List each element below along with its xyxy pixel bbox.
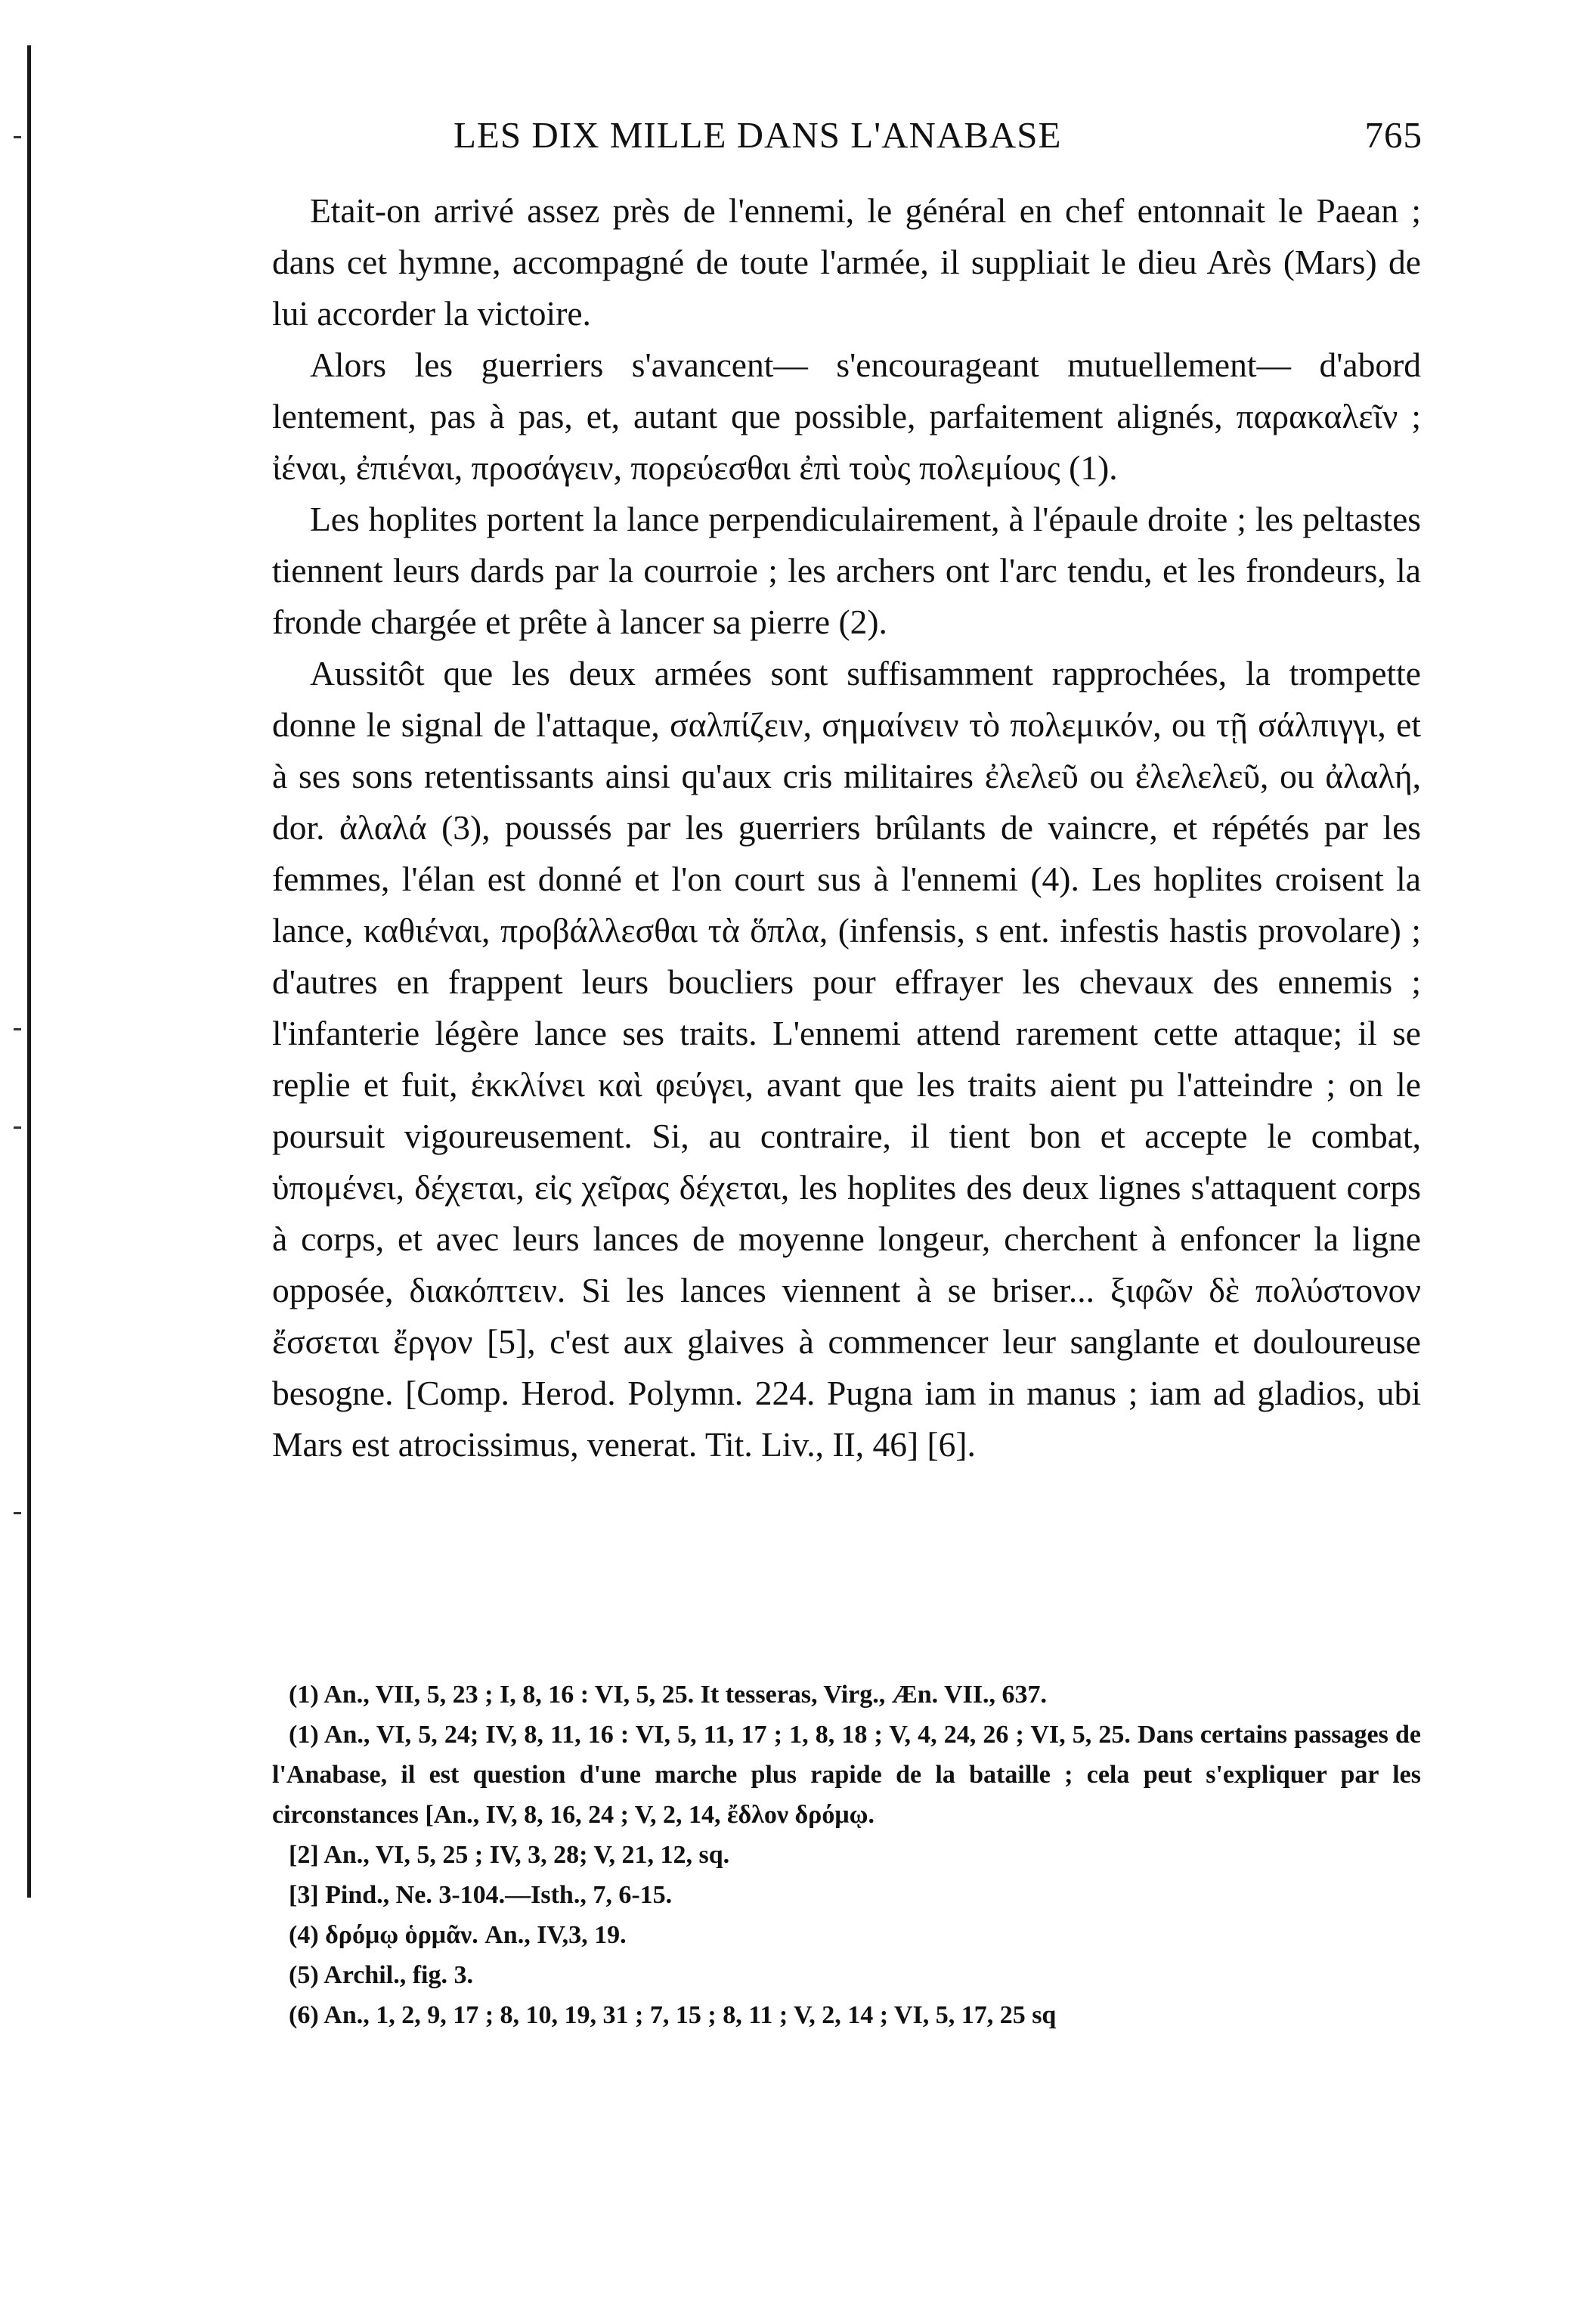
- paragraph: Les hoplites portent la lance perpendiculairement, à l'épaule droite ; les peltastes tiennent leurs dards par la courroie ; les archers ont l'arc tendu, et les frondeurs, la fronde chargée et prête à lancer sa pierre (2).: [272, 500, 1421, 641]
- binding-mark: [14, 1512, 21, 1514]
- page-number: 765: [1364, 114, 1422, 156]
- footnotes: [272, 1675, 1421, 2035]
- footnote: (5) Archil., fig. 3.: [289, 1961, 473, 1989]
- footnote: (4) δρόμῳ ὁρμᾶν. An., IV,3, 19.: [289, 1921, 627, 1949]
- paragraph: Alors les guerriers s'avancent— s'encourageant mutuellement— d'abord lentement, pas à pas, et, autant que possible, parfaitement alignés, παρακαλεῖν ; ἰέναι, ἐπιέναι, προσάγειν, πορεύεσθαι ἐπὶ τοὺς πολεμίους (1).: [272, 346, 1421, 487]
- paragraph: Etait-on arrivé assez près de l'ennemi, le général en chef entonnait le Paean ; dans cet hymne, accompagné de toute l'armée, il suppliait le dieu Arès (Mars) de lui accorder la victoire.: [272, 191, 1421, 333]
- binding-mark: [14, 1028, 21, 1030]
- footnote: (1) An., VII, 5, 23 ; I, 8, 16 : VI, 5, 25. It tesseras, Virg., Æn. VII., 637.: [289, 1681, 1048, 1709]
- body-text: [272, 185, 1421, 1470]
- footnote: (6) An., 1, 2, 9, 17 ; 8, 10, 19, 31 ; 7, 15 ; 8, 11 ; V, 2, 14 ; VI, 5, 17, 25 sq: [289, 2001, 1057, 2029]
- footnote: [2] An., VI, 5, 25 ; IV, 3, 28; V, 21, 12, sq.: [289, 1841, 730, 1869]
- running-head: [272, 113, 1422, 166]
- paragraph: Aussitôt que les deux armées sont suffisamment rapprochées, la trompette donne le signal de l'attaque, σαλπίζειν, σημαίνειν τὸ πολεμικόν, ou τῇ σάλπιγγι, et à ses sons retentissants ainsi qu'aux cris militaires ἐλελεῦ ou ἐλελελεῦ, ou ἀλαλή, dor. ἀλαλά (3), poussés par les guerriers brûlants de vaincre, et répétés par les femmes, l'élan est donné et l'on court sus à l'ennemi (4). Les hoplites croisent la lance, καθιέναι, προβάλλεσθαι τὰ ὅπλα, (infensis, s ent. infestis hastis provolare) ; d'autres en frappent leurs boucliers pour effrayer les chevaux des ennemis ; l'infanterie légère lance ses traits. L'ennemi attend rarement cette attaque; il se replie et fuit, ἐκκλίνει καὶ φεύγει, avant que les traits aient pu l'atteindre ; on le poursuit vigoureusement. Si, au contraire, il tient bon et accepte le combat, ὑπομένει, δέχεται, εἰς χεῖρας δέχεται, les hoplites des deux lignes s'attaquent corps à corps, et avec leurs lances de moyenne longeur, cherchent à enfoncer la ligne opposée, διακόπτειν. Si les lances viennent à se briser... ξιφῶν δὲ πολύστονον ἔσσεται ἔργον [5], c'est aux glaives à commencer leur sanglante et douloureuse besogne. [Comp. Herod. Polymn. 224. Pugna iam in manus ; iam ad gladios, ubi Mars est atrocissimus, venerat. Tit. Liv., II, 46] [6].: [272, 654, 1421, 1464]
- binding-mark: [14, 1126, 21, 1129]
- page-binding-edge: [27, 45, 31, 1898]
- binding-mark: [14, 136, 21, 138]
- running-title: LES DIX MILLE DANS L'ANABASE: [454, 114, 1062, 156]
- footnote: (1) An., VI, 5, 24; IV, 8, 11, 16 : VI, 5, 11, 17 ; 1, 8, 18 ; V, 4, 24, 26 ; VI, 5, 25. Dans certains passages de l'Anabase, il est question d'une marche plus rapide de la bataille ; cela peut s'expliquer par les circonstances [An., IV, 8, 16, 24 ; V, 2, 14, ἔδλον δρόμῳ.: [272, 1721, 1421, 1829]
- footnote: [3] Pind., Ne. 3-104.—Isth., 7, 6-15.: [289, 1881, 673, 1909]
